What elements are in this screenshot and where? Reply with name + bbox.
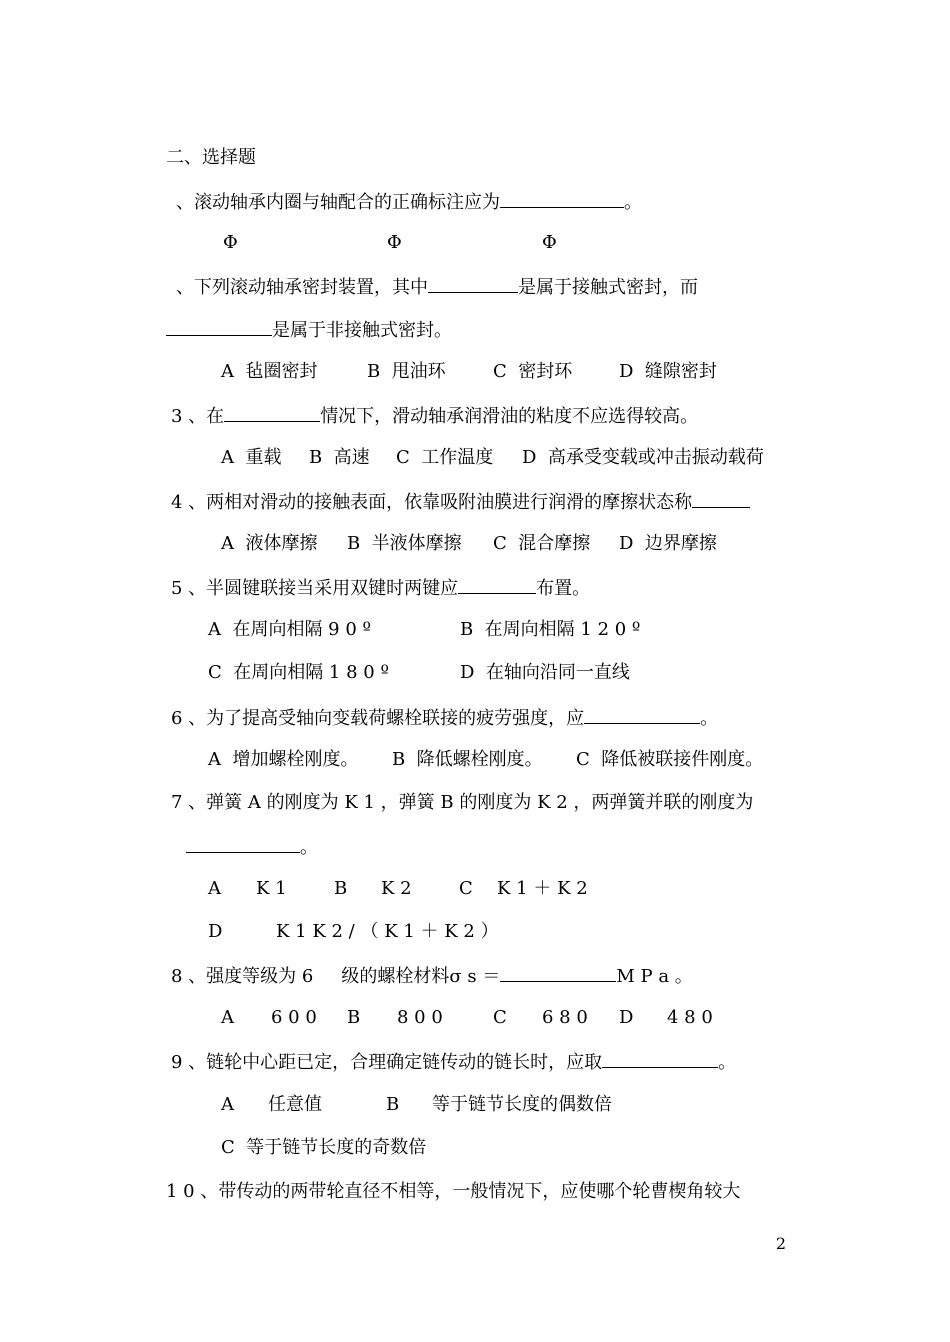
q1-text: 、滚动轴承内圈与轴配合的正确标注应为 — [176, 192, 500, 213]
q9-blank[interactable] — [602, 1049, 718, 1068]
q9-text: 9 、链轮中心距已定，合理确定链传动的链长时，应取 — [171, 1052, 603, 1073]
q8-option-c-letter: C — [493, 1007, 507, 1028]
section-title: 二、选择题 — [166, 147, 256, 168]
q2-option-d: D 缝隙密封 — [619, 361, 717, 382]
question-7-cont — [186, 834, 318, 860]
q5-option-a: A 在周向相隔 9 0 º — [208, 619, 371, 640]
q5-option-b: B 在周向相隔 1 2 0 º — [460, 619, 641, 640]
q4-option-b: B 半液体摩擦 — [347, 533, 462, 554]
q8-text: 8 、强度等级为 6 — [171, 966, 314, 987]
page-number: 2 — [775, 1234, 786, 1253]
q7-option-d-text: K 1 K 2 / （ K 1 ＋ K 2 ） — [276, 921, 499, 942]
q7-text-after: 。 — [300, 837, 318, 858]
question-1 — [176, 189, 642, 215]
q9-text-after: 。 — [718, 1052, 737, 1073]
q4-text: 4 、两相对滑动的接触表面，依靠吸附油膜进行润滑的摩擦状态称 — [171, 492, 693, 513]
q8-option-c-text: 6 8 0 — [542, 1007, 588, 1028]
q2-blank-1[interactable] — [428, 274, 518, 293]
q8-blank[interactable] — [500, 963, 616, 982]
q3-option-a: A 重载 — [221, 447, 282, 468]
q4-option-c: C 混合摩擦 — [493, 533, 591, 554]
q8-option-d-text: 4 8 0 — [667, 1007, 713, 1028]
q6-option-c: C 降低被联接件刚度。 — [576, 749, 764, 770]
question-6 — [171, 705, 718, 731]
q5-option-c: C 在周向相隔 1 8 0 º — [208, 662, 389, 683]
q9-option-a-text: 任意值 — [268, 1094, 322, 1115]
question-2-cont — [166, 317, 452, 343]
q4-option-a: A 液体摩擦 — [221, 533, 318, 554]
q5-blank[interactable] — [458, 575, 536, 594]
q2-text: 、下列滚动轴承密封装置，其中 — [176, 277, 428, 298]
q1-blank[interactable] — [500, 189, 624, 208]
q4-option-d: D 边界摩擦 — [619, 533, 717, 554]
q3-blank[interactable] — [224, 403, 320, 422]
q9-option-c: C 等于链节长度的奇数倍 — [221, 1137, 427, 1158]
q1-option-1: Φ — [223, 232, 238, 253]
q3-option-d: D 高承受变载或冲击振动载荷 — [522, 447, 764, 468]
q2-option-b: B 甩油环 — [367, 361, 446, 382]
q8-option-a-letter: A — [221, 1007, 234, 1028]
q8-option-b-text: 8 0 0 — [397, 1007, 443, 1028]
q1-option-2: Φ — [387, 232, 402, 253]
q2-text-after: 是属于非接触式密封。 — [272, 320, 452, 341]
q7-option-b-letter: B — [334, 878, 348, 899]
q8-option-b-letter: B — [347, 1007, 361, 1028]
q2-option-a: A 毡圈密封 — [221, 361, 318, 382]
q3-option-b: B 高速 — [309, 447, 370, 468]
question-3 — [171, 403, 698, 429]
q7-option-a-letter: A — [208, 878, 221, 899]
q1-text-after: 。 — [624, 192, 642, 213]
question-9 — [171, 1049, 736, 1075]
q7-option-c-text: K 1 ＋ K 2 — [497, 878, 588, 899]
q6-option-b: B 降低螺栓刚度。 — [392, 749, 543, 770]
q9-option-b-text: 等于链节长度的偶数倍 — [432, 1094, 612, 1115]
q4-blank[interactable] — [692, 489, 750, 508]
q6-text: 6 、为了提高受轴向变载荷螺栓联接的疲劳强度，应 — [171, 708, 585, 729]
question-10: 1 0 、带传动的两带轮直径不相等，一般情况下，应使哪个轮曹楔角较大 — [166, 1181, 741, 1202]
q5-text: 5 、半圆键联接当采用双键时两键应 — [171, 578, 459, 599]
q7-option-a-text: K 1 — [256, 878, 287, 899]
q6-option-a: A 增加螺栓刚度。 — [208, 749, 359, 770]
q7-option-d-letter: D — [208, 921, 223, 942]
q2-option-c: C 密封环 — [493, 361, 573, 382]
q7-option-b-text: K 2 — [381, 878, 412, 899]
question-7: 7 、弹簧 A 的刚度为 K 1 ，弹簧 B 的刚度为 K 2 ，两弹簧并联的刚度为 — [171, 792, 754, 813]
q9-option-b-letter: B — [386, 1094, 400, 1115]
q5-text-after: 布置。 — [536, 578, 591, 599]
q2-text-mid: 是属于接触式密封，而 — [518, 277, 698, 298]
q7-blank[interactable] — [186, 834, 300, 853]
q8-option-a-text: 6 0 0 — [271, 1007, 317, 1028]
q9-option-a-letter: A — [221, 1094, 234, 1115]
question-8 — [171, 963, 693, 989]
q3-text-after: 情况下，滑动轴承润滑油的粘度不应选得较高。 — [320, 406, 699, 427]
q6-blank[interactable] — [584, 705, 700, 724]
q3-text: 3 、在 — [171, 406, 225, 427]
q2-blank-2[interactable] — [166, 317, 272, 336]
q8-text-mid: 级的螺栓材料σ s ＝ — [341, 966, 501, 987]
q8-option-d-letter: D — [619, 1007, 634, 1028]
question-2 — [176, 274, 698, 300]
q6-text-after: 。 — [700, 708, 719, 729]
q7-option-c-letter: C — [459, 878, 473, 899]
q3-option-c: C 工作温度 — [396, 447, 494, 468]
question-5 — [171, 575, 590, 601]
q5-option-d: D 在轴向沿同一直线 — [460, 662, 630, 683]
question-4 — [171, 489, 750, 515]
q8-text-after: M P a 。 — [616, 966, 693, 987]
q1-option-3: Φ — [542, 232, 557, 253]
